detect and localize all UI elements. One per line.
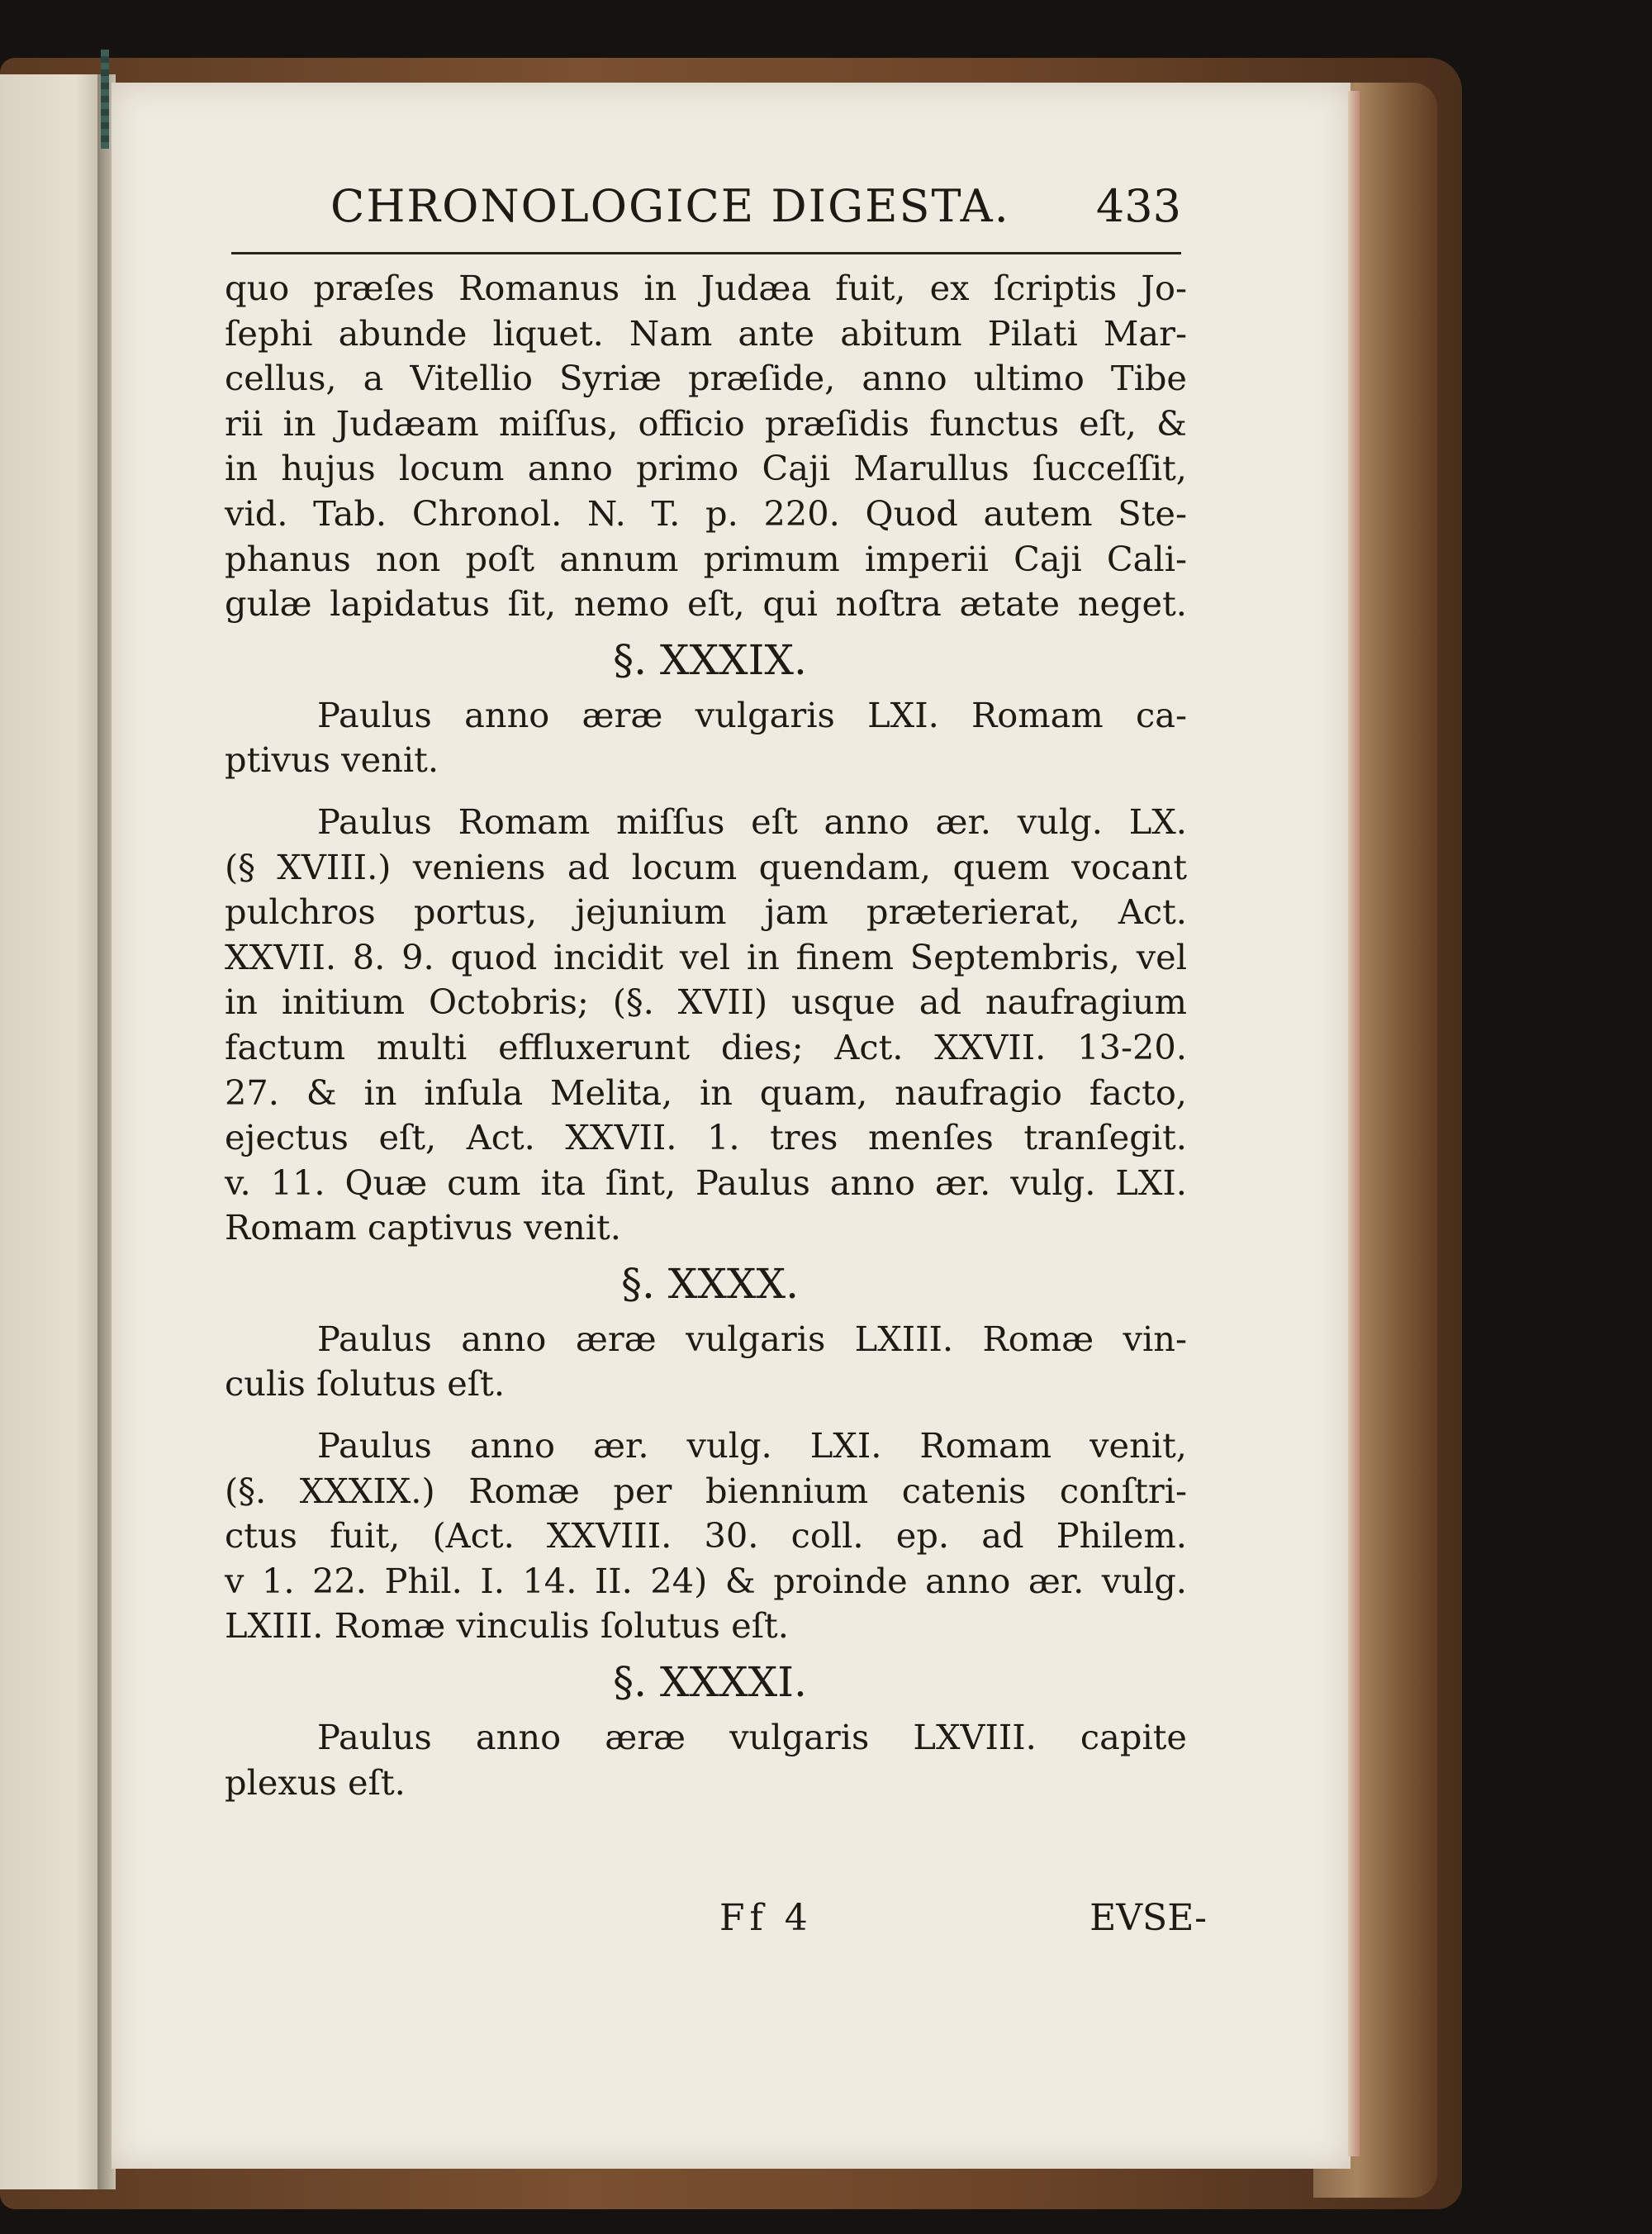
text-line: Paulus anno ær. vulg. LXI. Romam venit,	[317, 1425, 1187, 1466]
text-line: Paulus anno æræ vulgaris LXIII. Romæ vin-	[317, 1318, 1187, 1359]
text-line: rii in Judæam miſſus, officio præſidis functus eſt, &	[225, 402, 1187, 444]
text-line: Paulus Romam miſſus eſt anno ær. vulg. LX.	[317, 801, 1187, 842]
page-number: 433	[1095, 180, 1181, 232]
header-rule	[231, 252, 1181, 254]
text-line: ctus fuit, (Act. XXVIII. 30. coll. ep. ad Philem.	[225, 1515, 1187, 1557]
running-header	[330, 180, 1181, 232]
catchword: EVSE-	[1089, 1897, 1207, 1939]
text-line: culis ſolutus eſt.	[225, 1363, 506, 1405]
section-40-thesis	[225, 1317, 1187, 1407]
text-line: (§ XVIII.) veniens ad locum quendam, quem vocant	[225, 846, 1187, 887]
text-line: factum multi effluxerunt dies; Act. XXVII. 13-20.	[225, 1026, 1187, 1067]
running-title: CHRONOLOGICE DIGESTA.	[330, 180, 1010, 232]
text-line: vid. Tab. Chronol. N. T. p. 220. Quod autem Ste-	[225, 492, 1187, 534]
text-line: LXIII. Romæ vinculis ſolutus eſt.	[225, 1605, 789, 1647]
text-line: (§. XXXIX.) Romæ per biennium catenis conſtri-	[225, 1470, 1187, 1511]
text-line: ejectus eſt, Act. XXVII. 1. tres menſes tranſegit.	[225, 1117, 1187, 1158]
text-line: Paulus anno æræ vulgaris LXI. Romam ca-	[317, 694, 1187, 735]
text-line: pulchros portus, jejunium jam præterierat, Act.	[225, 891, 1187, 933]
paragraph-1	[225, 266, 1187, 627]
text-line: 27. & in inſula Melita, in quam, naufragio facto,	[225, 1072, 1187, 1113]
text-line: plexus eſt.	[225, 1761, 406, 1803]
text-line: ptivus venit.	[225, 739, 439, 781]
text-line: Paulus anno æræ vulgaris LXVIII. capite	[317, 1717, 1187, 1758]
text-line: gulæ lapidatus ſit, nemo eſt, qui noſtra ætate neget.	[225, 583, 1187, 625]
text-line: XXVII. 8. 9. quod incidit vel in finem Septembris, vel	[225, 936, 1187, 977]
text-line: phanus non poſt annum primum imperii Caji Cali-	[225, 538, 1187, 579]
section-41-thesis	[225, 1715, 1187, 1805]
section-39-proof	[225, 800, 1187, 1251]
text-line: in hujus locum anno primo Caji Marullus ſucceſſit,	[225, 448, 1187, 489]
binding-thread	[101, 50, 109, 149]
text-line: ſephi abunde liquet. Nam ante abitum Pilati Mar-	[225, 312, 1187, 354]
text-line: v 1. 22. Phil. I. 14. II. 24) & proinde anno ær. vulg.	[225, 1560, 1187, 1601]
text-line: Romam captivus venit.	[225, 1207, 621, 1248]
text-line: quo præſes Romanus in Judæa fuit, ex ſcriptis Jo-	[225, 268, 1187, 308]
text-line: cellus, a Vitellio Syriæ præſide, anno ultimo Tibe	[225, 358, 1187, 399]
page-footer	[228, 1897, 1207, 1939]
text-line: in initium Octobris; (§. XVII) usque ad naufragium	[225, 982, 1187, 1023]
section-heading-40: §. XXXX.	[620, 1259, 800, 1308]
section-heading-39: §. XXXIX.	[613, 635, 807, 684]
signature-mark: Ff 4	[719, 1897, 813, 1939]
page-body	[225, 266, 1187, 1805]
left-page-edge	[0, 74, 107, 2189]
section-39-thesis	[225, 693, 1187, 783]
section-40-proof	[225, 1424, 1187, 1649]
text-line: v. 11. Quæ cum ita ſint, Paulus anno ær. vulg. LXI.	[225, 1162, 1187, 1203]
section-heading-41: §. XXXXI.	[613, 1658, 807, 1707]
red-page-edge	[1348, 91, 1360, 2156]
